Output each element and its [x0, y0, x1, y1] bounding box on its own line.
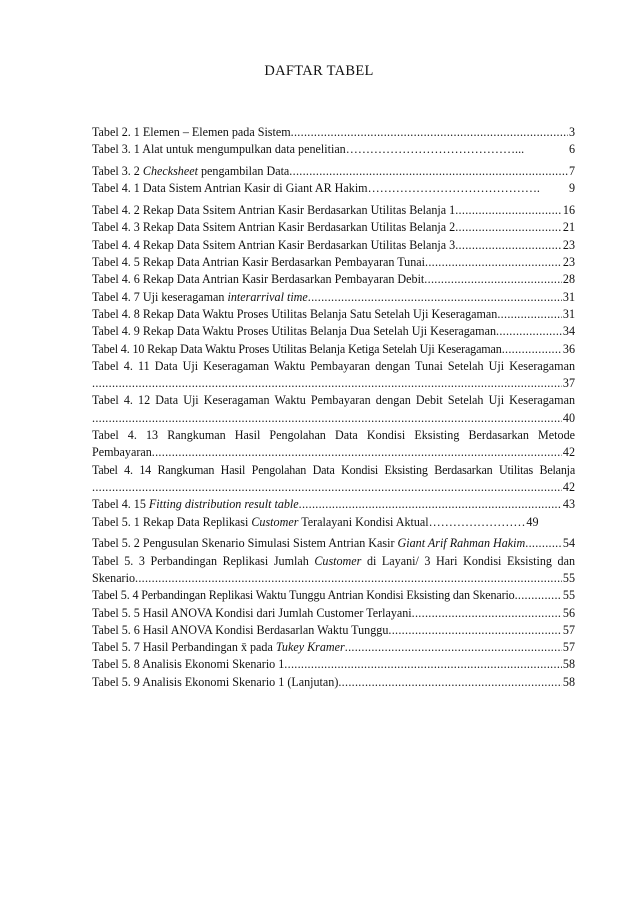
toc-entry-page: 56 — [562, 605, 575, 620]
toc-entry-page: 31 — [562, 289, 575, 304]
toc-entry-label: Tabel 4. 4 Rekap Data Ssitem Antrian Kasir Berdasarkan Utilitas Belanja 3 — [92, 237, 456, 252]
toc-entry[interactable] — [92, 163, 575, 180]
toc-entry-label: Tabel 4. 14 Rangkuman Hasil Pengolahan Data Kondisi Eksisting Berdasarkan Utilitas Belanja — [92, 462, 575, 477]
toc-entry-page: 3 — [568, 125, 575, 139]
toc-entry-label: Tabel 2. 1 Elemen – Elemen pada Sistem — [92, 125, 291, 139]
toc-entry[interactable] — [92, 219, 575, 236]
toc-entry[interactable] — [92, 289, 575, 306]
toc-entry[interactable] — [92, 535, 575, 552]
toc-entry[interactable] — [92, 237, 575, 254]
toc-entry-label: Tabel 4. 7 Uji keseragaman — [92, 289, 228, 304]
toc-entry-label: Tabel 5. 8 Analisis Ekonomi Skenario 1 — [92, 657, 285, 672]
toc-entry-label: Tabel 4. 2 Rekap Data Ssitem Antrian Kasir Berdasarkan Utilitas Belanja 1 — [92, 203, 456, 218]
toc-entry-page: 37 — [562, 376, 575, 391]
toc-entry[interactable] — [92, 358, 575, 393]
toc-entry-page: 57 — [562, 622, 575, 637]
toc-entry-leader: …………………… — [428, 514, 526, 529]
toc-entry-label: Tabel 4. 12 Data Uji Keseragaman Waktu Pembayaran dengan Debit Setelah Uji Keseragaman — [92, 393, 575, 408]
toc-entry[interactable] — [92, 306, 575, 323]
toc-entry-label: Tabel 3. 1 Alat untuk mengumpulkan data penelitian — [92, 142, 346, 157]
toc-entry[interactable] — [92, 392, 575, 427]
toc-entry-label: Tabel 3. 2 — [92, 164, 143, 179]
toc-entry-label: Tabel 4. 5 Rekap Data Antrian Kasir Berdasarkan Pembayaran Tunai — [92, 255, 425, 270]
toc-entry-page: 6 — [568, 142, 575, 157]
toc-entry-page: 16 — [562, 203, 575, 218]
toc-entry-label-italic: Customer — [251, 514, 299, 529]
toc-entry-label-italic: Fitting distribution result table — [148, 497, 299, 512]
toc-entry[interactable] — [92, 514, 575, 531]
toc-entry-label: Tabel 5. 2 Pengusulan Skenario Simulasi Sistem Antrian Kasir — [92, 536, 398, 551]
toc-entry-label: Tabel 4. 11 Data Uji Keseragaman Waktu Pembayaran dengan Tunai Setelah Uji Keseragaman — [92, 358, 575, 373]
toc-entry-label: Tabel 4. 10 Rekap Data Waktu Proses Utilitas Belanja Ketiga Setelah Uji Keseragaman — [92, 341, 502, 356]
toc-entry-label: Tabel 4. 9 Rekap Data Waktu Proses Utilitas Belanja Dua Setelah Uji Keseragaman — [92, 324, 496, 339]
toc-entry-page: 57 — [562, 640, 575, 655]
toc-entry-label: Pembayaran — [92, 445, 152, 460]
toc-entry-label: Tabel 4. 6 Rekap Data Antrian Kasir Berdasarkan Pembayaran Debit — [92, 272, 425, 287]
toc-entry[interactable] — [92, 553, 575, 588]
table-of-contents — [92, 124, 575, 691]
toc-entry-label: Tabel 4. 3 Rekap Data Ssitem Antrian Kasir Berdasarkan Utilitas Belanja 2 — [92, 220, 456, 235]
toc-entry[interactable] — [92, 674, 575, 691]
toc-entry-label: Tabel 5. 9 Analisis Ekonomi Skenario 1 (Lanjutan) — [92, 674, 339, 689]
toc-entry-label: Teralayani Kondisi Aktual — [298, 514, 429, 529]
toc-entry-page: 34 — [562, 324, 575, 339]
toc-entry[interactable] — [92, 462, 575, 497]
toc-entry-leader: ……………………………………. — [367, 181, 540, 196]
toc-entry-page: 58 — [562, 674, 575, 689]
page-title: DAFTAR TABEL — [264, 63, 374, 79]
toc-entry[interactable] — [92, 622, 575, 639]
toc-entry-label-italic: Checksheet — [142, 164, 198, 179]
toc-entry-page: 55 — [562, 570, 575, 585]
toc-entry-page: 9 — [568, 181, 575, 196]
toc-entry[interactable] — [92, 271, 575, 288]
toc-entry-label: Tabel 5. 5 Hasil ANOVA Kondisi dari Jumlah Customer Terlayani — [92, 605, 412, 620]
toc-entry-label: Tabel 4. 1 Data Sistem Antrian Kasir di Giant AR Hakim — [92, 181, 368, 196]
toc-entry-label: Tabel 5. 6 Hasil ANOVA Kondisi Berdasarlan Waktu Tunggu — [92, 622, 389, 637]
toc-entry-label-italic: Tukey Kramer — [275, 640, 345, 655]
toc-entry[interactable] — [92, 323, 575, 340]
toc-entry-page: 31 — [562, 306, 575, 321]
toc-entry-label: Skenario — [92, 570, 135, 585]
toc-entry-page: 42 — [562, 445, 575, 460]
toc-entry-label: Tabel 5. 1 Rekap Data Replikasi — [92, 514, 252, 529]
toc-entry-page: 58 — [562, 657, 575, 672]
toc-entry-page: 55 — [562, 588, 575, 603]
toc-entry[interactable] — [92, 427, 575, 462]
toc-entry-label: Tabel 4. 15 — [92, 497, 149, 512]
toc-entry-label: Tabel 4. 8 Rekap Data Waktu Proses Utilitas Belanja Satu Setelah Uji Keseragaman — [92, 306, 498, 321]
toc-entry-page: 43 — [562, 497, 575, 512]
toc-entry-page: 54 — [562, 536, 575, 551]
toc-entry[interactable] — [92, 605, 575, 622]
toc-entry[interactable] — [92, 124, 575, 141]
toc-entry-label: Tabel 4. 13 Rangkuman Hasil Pengolahan Data Kondisi Eksisting Berdasarkan Metode — [92, 428, 575, 443]
toc-entry-page: 23 — [562, 255, 575, 270]
toc-entry-leader: ……………………………………... — [345, 142, 525, 157]
toc-entry-label-italic: Giant Arif Rahman Hakim — [397, 536, 526, 551]
toc-entry-label: pengambilan Data — [197, 164, 290, 179]
toc-entry[interactable] — [92, 180, 575, 197]
toc-entry[interactable] — [92, 202, 575, 219]
toc-entry[interactable] — [92, 587, 575, 604]
toc-entry[interactable] — [92, 656, 575, 673]
toc-entry[interactable] — [92, 141, 575, 158]
toc-entry-page: 49 — [526, 514, 539, 529]
toc-entry-label: Tabel 5. 7 Hasil Perbandingan x̄ pada — [92, 640, 276, 655]
toc-entry[interactable] — [92, 496, 575, 513]
toc-entry-page: 36 — [562, 341, 575, 356]
toc-entry-page: 7 — [568, 164, 575, 179]
toc-entry[interactable] — [92, 639, 575, 656]
toc-entry[interactable] — [92, 341, 575, 358]
toc-entry[interactable] — [92, 254, 575, 271]
toc-entry-page: 40 — [562, 410, 575, 425]
toc-entry-page: 21 — [562, 220, 575, 235]
toc-entry-page: 42 — [562, 479, 575, 494]
toc-entry-page: 28 — [562, 272, 575, 287]
toc-entry-label: Tabel 5. 4 Perbandingan Replikasi Waktu Tunggu Antrian Kondisi Eksisting dan Skenario — [92, 588, 515, 603]
toc-entry-label-italic: interarrival time — [227, 289, 308, 304]
toc-entry-label-italic: Customer — [314, 553, 362, 568]
toc-entry-label: Tabel 5. 3 Perbandingan Replikasi Jumlah Customer di Layani/ 3 Hari Kondisi Eksisting dan — [92, 553, 576, 568]
toc-entry-page: 23 — [562, 237, 575, 252]
